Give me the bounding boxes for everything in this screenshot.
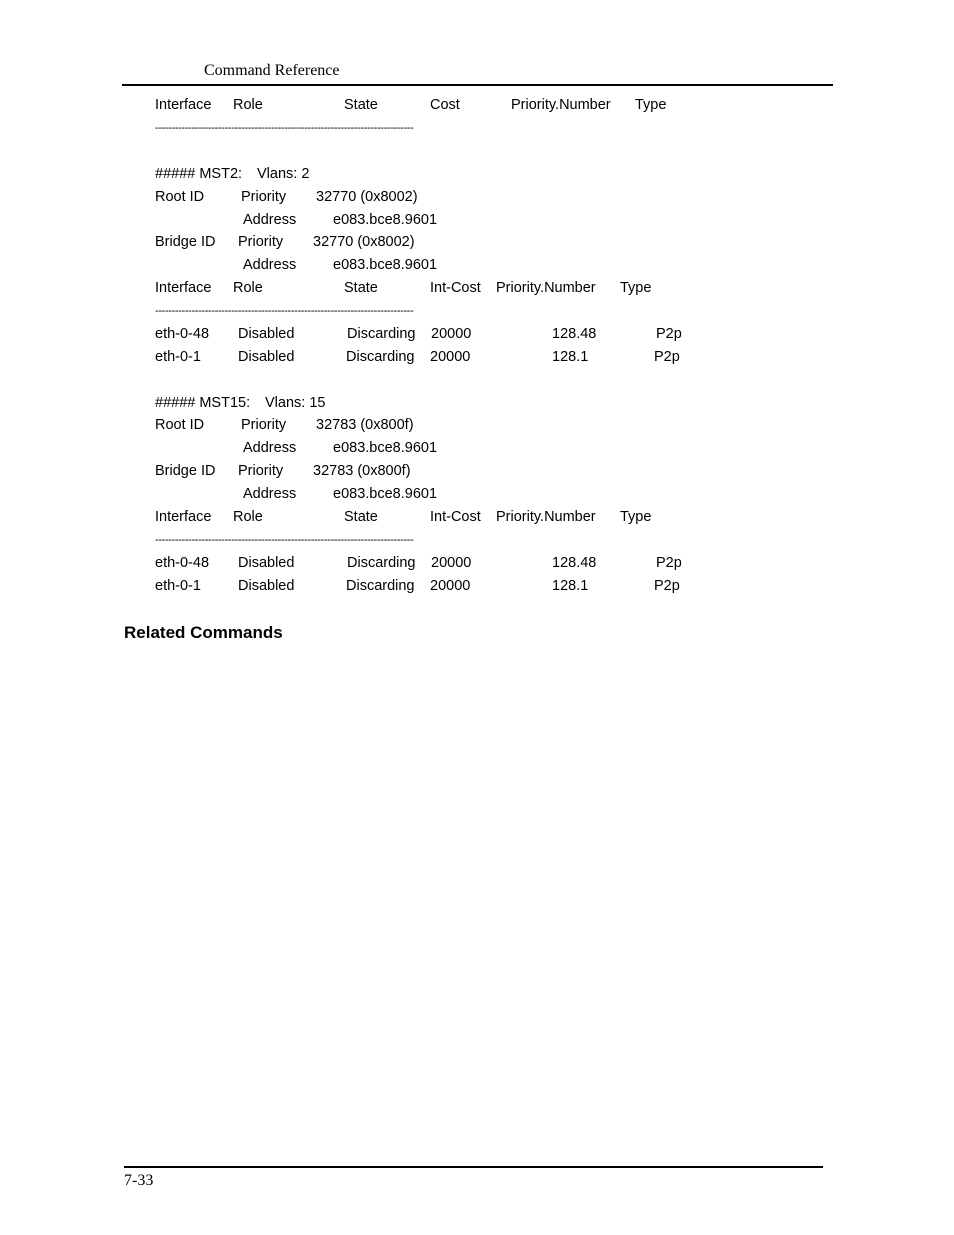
- bridge-address-label: Address: [243, 257, 297, 273]
- root-address-label: Address: [243, 440, 297, 456]
- root-priority-value: 32770 (0x8002): [316, 189, 418, 205]
- instance-heading: ##### MST2:: [155, 166, 243, 182]
- separator-line: ------------------------------------------------------------------------------: [155, 534, 414, 546]
- page-number: 7-33: [124, 1172, 154, 1189]
- row-priority-number: 128.1: [552, 349, 589, 365]
- related-commands-heading: Related Commands: [124, 623, 283, 642]
- row-interface: eth-0-48: [155, 555, 210, 571]
- instance-vlans: Vlans: 15: [265, 395, 326, 411]
- root-address-label: Address: [243, 212, 297, 228]
- row-priority-number: 128.48: [552, 555, 597, 571]
- col-priority-number: Priority.Number: [496, 509, 596, 525]
- row-type: P2p: [654, 578, 680, 594]
- root-priority-label: Priority: [241, 189, 287, 205]
- row-priority-number: 128.48: [552, 326, 597, 342]
- col-role: Role: [233, 280, 263, 296]
- row-int-cost: 20000: [430, 578, 471, 594]
- bridge-priority-label: Priority: [238, 234, 284, 250]
- row-int-cost: 20000: [431, 555, 472, 571]
- col-int-cost: Int-Cost: [430, 280, 481, 296]
- col-int-cost: Int-Cost: [430, 509, 481, 525]
- row-state: Discarding: [346, 578, 415, 594]
- row-role: Disabled: [238, 555, 295, 571]
- row-state: Discarding: [346, 349, 415, 365]
- col-role: Role: [233, 509, 263, 525]
- instance-heading: ##### MST15:: [155, 395, 251, 411]
- bridge-id-label: Bridge ID: [155, 234, 216, 250]
- footer-rule: [124, 1166, 823, 1168]
- row-role: Disabled: [238, 578, 295, 594]
- row-role: Disabled: [238, 349, 295, 365]
- bridge-priority-value: 32783 (0x800f): [313, 463, 411, 479]
- row-type: P2p: [656, 555, 682, 571]
- row-type: P2p: [656, 326, 682, 342]
- col-type: Type: [620, 509, 652, 525]
- bridge-address-label: Address: [243, 486, 297, 502]
- bridge-priority-value: 32770 (0x8002): [313, 234, 415, 250]
- running-header-title: Command Reference: [204, 62, 340, 79]
- col-role: Role: [233, 97, 263, 113]
- root-id-label: Root ID: [155, 189, 205, 205]
- row-int-cost: 20000: [431, 326, 472, 342]
- separator-line: ------------------------------------------------------------------------------: [155, 122, 414, 134]
- row-type: P2p: [654, 349, 680, 365]
- row-state: Discarding: [347, 555, 416, 571]
- root-address-value: e083.bce8.9601: [333, 440, 438, 456]
- bridge-address-value: e083.bce8.9601: [333, 486, 438, 502]
- row-int-cost: 20000: [430, 349, 471, 365]
- bridge-address-value: e083.bce8.9601: [333, 257, 438, 273]
- root-priority-label: Priority: [241, 417, 287, 433]
- row-role: Disabled: [238, 326, 295, 342]
- root-address-value: e083.bce8.9601: [333, 212, 438, 228]
- col-interface: Interface: [155, 509, 212, 525]
- col-state: State: [344, 280, 378, 296]
- bridge-priority-label: Priority: [238, 463, 284, 479]
- root-priority-value: 32783 (0x800f): [316, 417, 414, 433]
- separator-line: ------------------------------------------------------------------------------: [155, 305, 414, 317]
- col-priority-number: Priority.Number: [496, 280, 596, 296]
- bridge-id-label: Bridge ID: [155, 463, 216, 479]
- row-interface: eth-0-1: [155, 578, 201, 594]
- col-state: State: [344, 97, 378, 113]
- col-type: Type: [635, 97, 667, 113]
- row-interface: eth-0-1: [155, 349, 201, 365]
- row-interface: eth-0-48: [155, 326, 210, 342]
- col-interface: Interface: [155, 280, 212, 296]
- row-priority-number: 128.1: [552, 578, 589, 594]
- row-state: Discarding: [347, 326, 416, 342]
- col-interface: Interface: [155, 97, 212, 113]
- instance-vlans: Vlans: 2: [257, 166, 310, 182]
- col-cost: Cost: [430, 97, 460, 113]
- col-type: Type: [620, 280, 652, 296]
- col-state: State: [344, 509, 378, 525]
- root-id-label: Root ID: [155, 417, 205, 433]
- col-priority-number: Priority.Number: [511, 97, 611, 113]
